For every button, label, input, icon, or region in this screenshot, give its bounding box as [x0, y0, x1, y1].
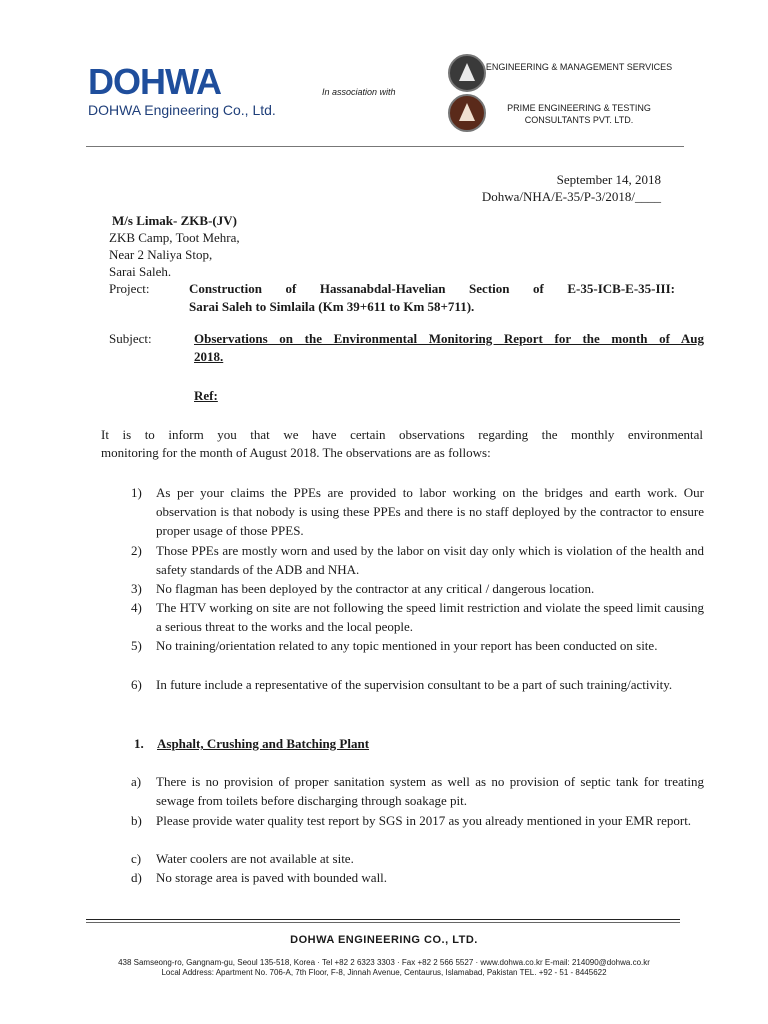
recipient-address-line: ZKB Camp, Toot Mehra, [109, 230, 240, 245]
partner1-seal-icon [448, 54, 486, 92]
letter-date: September 14, 2018 [556, 172, 661, 187]
section-number: 1. [134, 736, 144, 751]
partner2-name: PRIME ENGINEERING & TESTING CONSULTANTS PVT. LTD. [507, 103, 651, 125]
observation-item [131, 483, 704, 540]
section-item-text: There is no provision of proper sanitation system as well as no provision of septic tank for treating sewage from toilets before discharging through soakage pit. [156, 774, 704, 808]
observation-item [131, 636, 704, 674]
recipient-name: M/s Limak- ZKB-(JV) [112, 213, 237, 228]
footer-divider-thin [86, 922, 680, 923]
section-item [131, 772, 704, 810]
observation-text: As per your claims the PPEs are provided to labor working on the bridges and earth work. Our observation is that nobody is using these PPEs and there is no staff deployed by the contractor to ensure proper usage of those PPES. [156, 485, 704, 538]
observation-text: In future include a representative of the supervision consultant to be a part of such training/activity. [156, 677, 673, 692]
observation-number: 2) [131, 543, 142, 558]
section-item-text: Water coolers are not available at site. [156, 851, 354, 866]
observation-number: 1) [131, 485, 142, 500]
intro-line: It is to inform you that we have certain observations regarding the monthly environmental [101, 427, 703, 442]
observation-item [131, 675, 704, 713]
subject-label: Subject: [109, 331, 152, 346]
observation-item [131, 579, 704, 598]
section-item [131, 868, 704, 887]
observation-item [131, 598, 704, 636]
observation-text: The HTV working on site are not following the speed limit restriction and violate the speed limit causing a serious threat to the works and the local people. [156, 600, 704, 634]
company-logo: DOHWA [88, 61, 221, 102]
observation-text: No training/orientation related to any topic mentioned in your report has been conducted on site. [156, 638, 658, 653]
observation-number: 5) [131, 638, 142, 653]
footer-company: DOHWA ENGINEERING CO., LTD. [290, 934, 478, 946]
observation-number: 4) [131, 600, 142, 615]
footer-divider [86, 919, 680, 920]
project-label: Project: [109, 281, 150, 296]
section-item-letter: c) [131, 851, 142, 866]
recipient-address-line: Near 2 Naliya Stop, [109, 247, 213, 262]
reference-number: Dohwa/NHA/E-35/P-3/2018/____ [481, 189, 661, 204]
subject-line: 2018. [194, 349, 224, 364]
intro-line: monitoring for the month of August 2018. The observations are as follows: [101, 445, 491, 460]
section-item-letter: a) [131, 774, 142, 789]
footer-address [0, 958, 768, 978]
section-item-letter: d) [131, 870, 142, 885]
section-item-letter: b) [131, 813, 142, 828]
subject-line: Observations on the Environmental Monitoring Report for the month of Aug [194, 331, 704, 346]
footer-address-line: 438 Samseong-ro, Gangnam-gu, Seoul 135-518, Korea · Tel +82 2 6323 3303 · Fax +82 2 566 5527 · www.dohwa.co.kr E-mail: 214090@dohwa.co.kr [118, 958, 650, 967]
association-text: In association with [322, 87, 396, 97]
observation-text: No flagman has been deployed by the contractor at any critical / dangerous location. [156, 581, 595, 596]
partner1-name: ENGINEERING & MANAGEMENT SERVICES [485, 62, 673, 72]
section-item [131, 811, 704, 849]
recipient-address-line: Sarai Saleh. [109, 264, 172, 279]
footer-address-line: Local Address: Apartment No. 706-A, 7th Floor, F-8, Jinnah Avenue, Centaurus, Islamabad, Pakistan TEL. +92 - 51 - 8445622 [161, 968, 607, 977]
observation-number: 6) [131, 677, 142, 692]
ref-label: Ref: [194, 388, 218, 403]
section-item [131, 849, 704, 868]
section-item-text: No storage area is paved with bounded wall. [156, 870, 388, 885]
section-title: Asphalt, Crushing and Batching Plant [157, 736, 370, 751]
project-line: Construction of Hassanabdal-Havelian Section of E-35-ICB-E-35-III: [189, 281, 675, 296]
observation-number: 3) [131, 581, 142, 596]
header-divider [86, 146, 684, 147]
section-item-text: Please provide water quality test report by SGS in 2017 as you already mentioned in your EMR report. [156, 813, 692, 828]
observation-text: Those PPEs are mostly worn and used by the labor on visit day only which is violation of the health and safety standards of the ADB and NHA. [156, 543, 704, 577]
company-name: DOHWA Engineering Co., Ltd. [88, 102, 276, 118]
partner2-seal-icon [448, 94, 486, 132]
observation-item [131, 541, 704, 579]
project-line: Sarai Saleh to Simlaila (Km 39+611 to Km 58+711). [189, 299, 475, 314]
